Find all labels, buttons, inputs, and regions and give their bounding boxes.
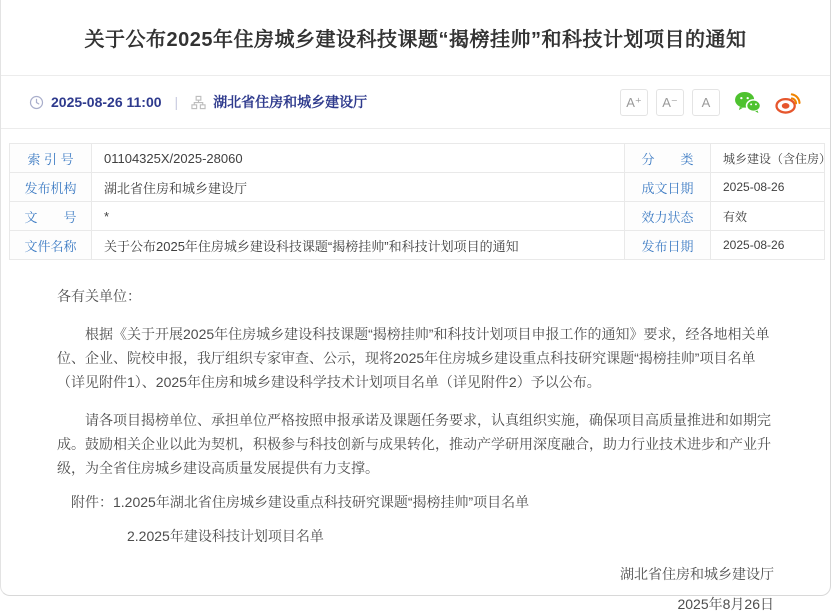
- page-title: 关于公布2025年住房城乡建设科技课题“揭榜挂帅”和科技计划项目的通知: [84, 29, 747, 51]
- validity-status-value: 有效: [711, 202, 825, 231]
- publish-date-label: 发布日期: [625, 231, 711, 260]
- attachment-line-1: 附件：1.2025年湖北省住房城乡建设重点科技研究课题“揭榜挂帅”项目名单: [71, 494, 530, 510]
- body-paragraph-1: 根据《关于开展2025年住房城乡建设科技课题“揭榜挂帅”和科技计划项目申报工作的通知》要求，经各地相关单位、企业、院校申报，我厅组织专家审查、公示，现将2025年住房城乡建设重点科技研究课题“揭榜挂帅”项目名单（详见附件1）、2025年住房和城乡建设科学技术计划项目名单（详见附件2）予以公布。: [57, 326, 770, 390]
- document-info-table: [9, 143, 831, 260]
- publish-datetime: 2025-08-26 11:00: [51, 94, 162, 110]
- meta-tools: [620, 89, 802, 116]
- source-agency-link[interactable]: 湖北省住房和城乡建设厅: [213, 94, 368, 110]
- doc-title-label: 文件名称: [10, 231, 92, 260]
- meta-separator: |: [174, 94, 179, 110]
- weibo-icon: [775, 91, 802, 114]
- table-row: [10, 144, 825, 173]
- signature-date: 2025年8月26日: [677, 596, 774, 612]
- clock-icon: [29, 95, 44, 110]
- meta-row: [1, 76, 830, 129]
- doc-number-label: 文 号: [10, 202, 92, 231]
- category-value: 城乡建设（含住房）: [711, 144, 825, 173]
- validity-status-label: 效力状态: [625, 202, 711, 231]
- font-decrease-button[interactable]: A⁻: [656, 89, 684, 116]
- body-paragraph-2: 请各项目揭榜单位、承担单位严格按照申报承诺及课题任务要求，认真组织实施，确保项目高质量推进和如期完成。鼓励相关企业以此为契机，积极参与科技创新与成果转化，推动产学研用深度融合，助力行业技术进步和产业升级，为全省住房城乡建设高质量发展提供有力支撑。: [57, 412, 771, 476]
- wechat-icon: [734, 91, 761, 114]
- publish-date-value: 2025-08-26: [711, 231, 825, 260]
- written-date-value: 2025-08-26: [711, 173, 825, 202]
- index-number-label: 索 引 号: [10, 144, 92, 173]
- doc-number-value: *: [92, 202, 625, 231]
- weibo-share-button[interactable]: [775, 91, 802, 114]
- font-default-button[interactable]: A: [692, 89, 720, 116]
- signature-agency: 湖北省住房和城乡建设厅: [620, 566, 774, 582]
- issuing-agency-value: 湖北省住房和城乡建设厅: [92, 173, 625, 202]
- document-body: [1, 260, 830, 616]
- salutation: 各有关单位：: [57, 288, 141, 304]
- sitemap-icon: [191, 95, 206, 110]
- doc-title-value: 关于公布2025年住房城乡建设科技课题“揭榜挂帅”和科技计划项目的通知: [92, 231, 625, 260]
- category-label: 分 类: [625, 144, 711, 173]
- wechat-share-button[interactable]: [734, 91, 761, 114]
- font-increase-button[interactable]: A⁺: [620, 89, 648, 116]
- table-row: [10, 231, 825, 260]
- issuing-agency-label: 发布机构: [10, 173, 92, 202]
- meta-info: [29, 92, 367, 112]
- attachment-line-2: 2.2025年建设科技计划项目名单: [127, 528, 324, 544]
- index-number-value: 01104325X/2025-28060: [92, 144, 625, 173]
- title-bar: [1, 0, 830, 76]
- written-date-label: 成文日期: [625, 173, 711, 202]
- table-row: [10, 173, 825, 202]
- table-row: [10, 202, 825, 231]
